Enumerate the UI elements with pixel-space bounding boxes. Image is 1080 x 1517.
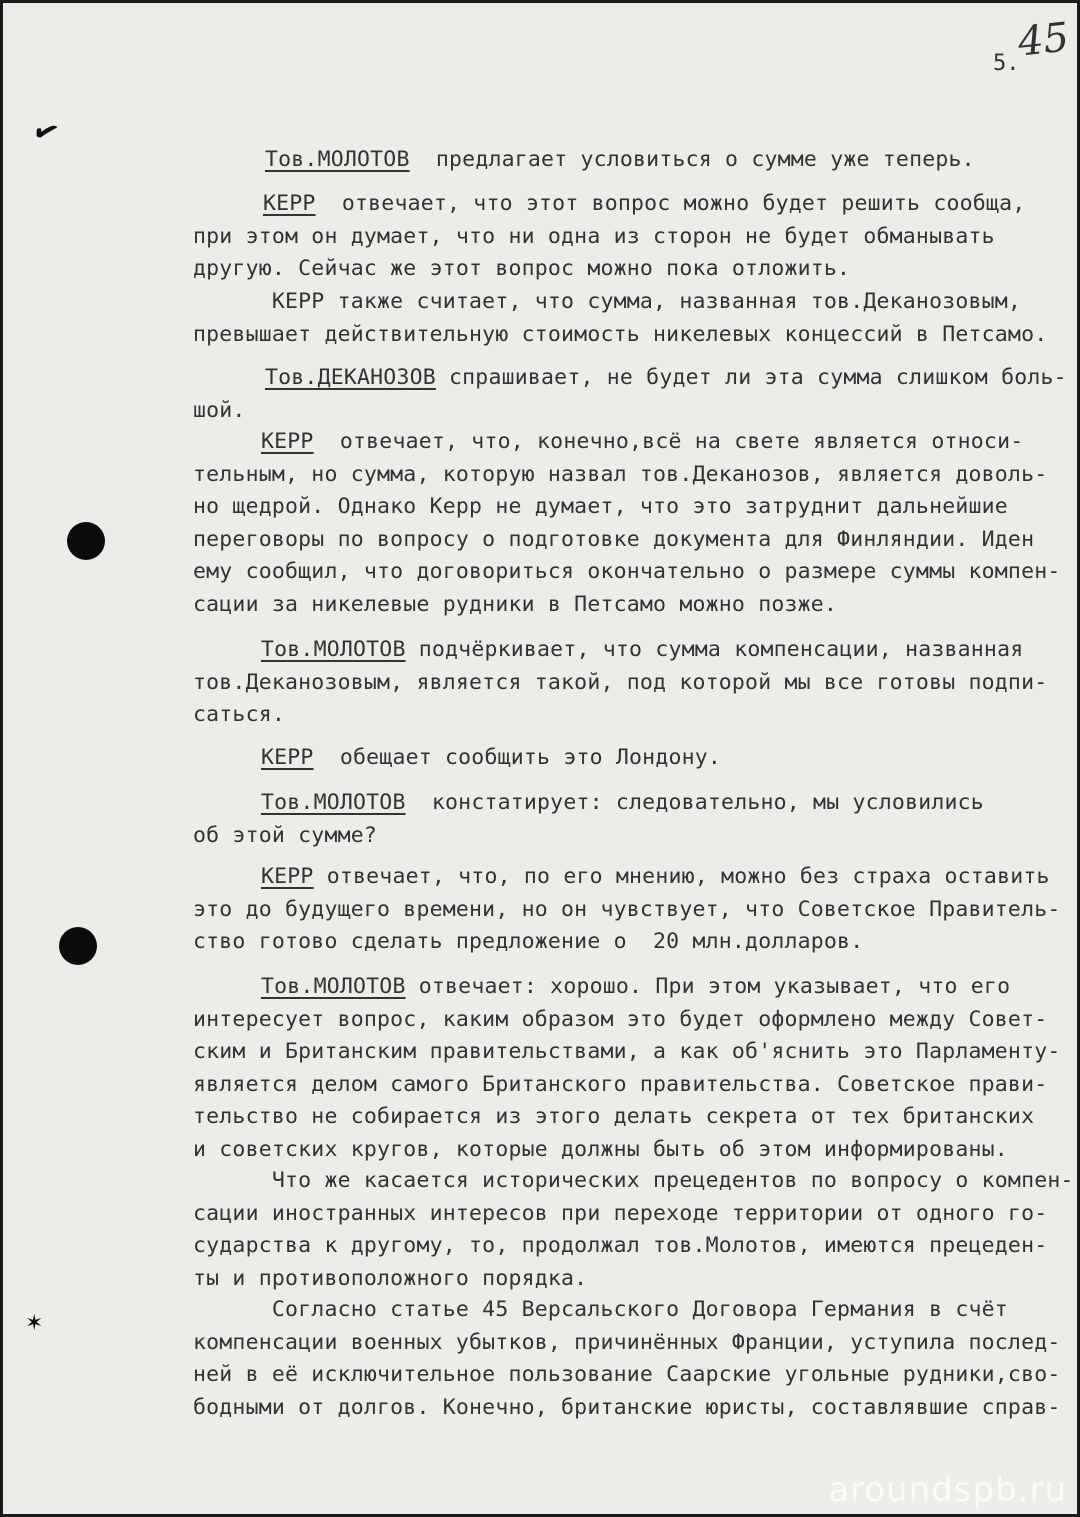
line-text: это до будущего времени, но он чувствует, что Советское Правитель- xyxy=(193,896,1061,922)
text-line xyxy=(193,1294,1008,1327)
text-line xyxy=(193,589,837,622)
line-text: компенсации военных убытков, причинённых Франции, уступила послед- xyxy=(193,1329,1061,1355)
line-text: тов.Деканозовым, является такой, под которой мы все готовы подпи- xyxy=(193,669,1048,695)
punch-hole-lower xyxy=(59,927,97,965)
line-text: отвечает: хорошо. При этом указывает, что его xyxy=(405,974,1011,999)
punch-hole-upper xyxy=(67,522,105,560)
speaker-name: Тов.МОЛОТОВ xyxy=(265,147,410,172)
line-text: подчёркивает, что сумма компенсации, названная xyxy=(405,637,1024,662)
text-line xyxy=(193,1263,587,1296)
speaker-name: Тов.МОЛОТОВ xyxy=(261,637,406,662)
line-text: при этом он думает, что ни одна из сторон не будет обманывать xyxy=(193,223,995,249)
line-text: саться. xyxy=(193,702,286,728)
line-text: другую. Сейчас же этот вопрос можно пока отложить. xyxy=(193,256,851,282)
text-line xyxy=(193,1359,1061,1392)
text-line xyxy=(193,1101,1034,1134)
speaker-name: Тов.МОЛОТОВ xyxy=(261,790,406,815)
margin-check-mark: ✔ xyxy=(27,111,64,154)
line-text: ты и противоположного порядка. xyxy=(193,1265,588,1291)
line-text: является делом самого Британского правительства. Советское прави- xyxy=(193,1071,1048,1097)
line-text: Согласно статье 45 Версальского Договора Германия в счёт xyxy=(193,1297,1008,1322)
line-text: об этой сумме? xyxy=(193,822,378,848)
text-line xyxy=(193,1069,1047,1102)
text-line xyxy=(193,1134,1008,1167)
text-line xyxy=(193,286,1021,319)
text-line xyxy=(193,926,863,959)
text-line xyxy=(193,395,246,428)
line-text: отвечает, что этот вопрос можно будет решить сообща, xyxy=(315,191,1026,216)
text-line xyxy=(261,634,1023,667)
text-line xyxy=(193,556,1061,589)
speaker-name: Тов.ДЕКАНОЗОВ xyxy=(265,365,436,390)
line-text: отвечает, что, конечно,всё на свете является относи- xyxy=(313,429,1024,454)
text-line xyxy=(193,1165,1074,1198)
document-page xyxy=(3,3,1077,1514)
line-text: спрашивает, не будет ли эта сумма слишком боль- xyxy=(435,365,1067,390)
line-text: обещает сообщить это Лондону. xyxy=(313,745,722,770)
text-line xyxy=(193,667,1047,700)
line-text: предлагает условиться о сумме уже теперь. xyxy=(409,147,975,172)
line-text: сударства к другому, то, продолжал тов.Молотов, имеются прецеден- xyxy=(193,1233,1048,1259)
text-line xyxy=(193,524,1034,557)
text-line xyxy=(193,1392,1061,1425)
text-line xyxy=(193,894,1061,927)
text-line xyxy=(193,319,1047,352)
text-line xyxy=(193,253,850,286)
line-text: отвечает, что, по его мнению, можно без страха оставить xyxy=(313,864,1050,889)
text-line xyxy=(263,188,1025,221)
watermark: aroundspb.ru xyxy=(828,1470,1067,1510)
text-line xyxy=(193,820,377,853)
speaker-name: КЕРР xyxy=(261,429,314,454)
text-line xyxy=(261,742,721,775)
text-line xyxy=(193,1004,1047,1037)
line-text: ней в её исключительное пользование Саарские угольные рудники,сво- xyxy=(193,1362,1061,1388)
line-text: констатирует: следовательно, мы условились xyxy=(405,790,984,815)
line-text: КЕРР также считает, что сумма, названная тов.Деканозовым, xyxy=(193,289,1022,314)
margin-ink-blot: ✶ xyxy=(25,1311,44,1336)
line-text: тельным, но сумма, которую назвал тов.Деканозов, является доволь- xyxy=(193,461,1048,487)
speaker-name: Тов.МОЛОТОВ xyxy=(261,974,406,999)
line-text: сации за никелевые рудники в Петсамо можно позже. xyxy=(193,592,838,617)
line-text: переговоры по вопросу о подготовке документа для Финляндии. Иден xyxy=(193,526,1035,552)
line-text: но щедрой. Однако Керр не думает, что это затруднит дальнейшие xyxy=(193,494,1008,520)
line-text: ему сообщил, что договориться окончательно о размере суммы компен- xyxy=(193,559,1061,585)
text-line xyxy=(193,699,285,732)
text-line xyxy=(193,1327,1061,1360)
text-line xyxy=(261,426,1023,459)
text-line xyxy=(265,144,975,177)
line-text: превышает действительную стоимость никелевых концессий в Петсамо. xyxy=(193,321,1048,347)
text-line xyxy=(193,491,1008,524)
text-line xyxy=(193,1036,1061,1069)
line-text: сации иностранных интересов при переходе территории от одного го- xyxy=(193,1200,1048,1226)
text-line xyxy=(193,1230,1047,1263)
text-line xyxy=(261,861,1050,894)
line-text: и советских кругов, которые должны быть об этом информированы. xyxy=(193,1137,1008,1162)
line-text: бодными от долгов. Конечно, британские юристы, составлявшие справ- xyxy=(193,1394,1061,1420)
line-text: шой. xyxy=(193,397,246,423)
text-line xyxy=(261,787,984,820)
text-line xyxy=(193,1198,1047,1231)
text-line xyxy=(261,971,1010,1004)
line-text: ство готово сделать предложение о 20 млн.долларов. xyxy=(193,929,864,955)
line-text: интересует вопрос, каким образом это будет оформлено между Совет- xyxy=(193,1006,1048,1032)
line-text: ским и Британским правительствами, а как об'яснить это Парламенту- xyxy=(193,1039,1061,1065)
speaker-name: КЕРР xyxy=(261,745,314,770)
text-line xyxy=(193,459,1047,492)
text-line xyxy=(193,221,995,254)
page-number: 5. xyxy=(993,51,1020,76)
line-text: тельство не собирается из этого делать секрета от тех британских xyxy=(193,1104,1035,1130)
speaker-name: КЕРР xyxy=(261,864,314,889)
text-line xyxy=(265,362,1067,395)
speaker-name: КЕРР xyxy=(263,191,316,216)
line-text: Что же касается исторических прецедентов по вопросу о компен- xyxy=(193,1168,1074,1193)
handwritten-page-number: 45 xyxy=(1015,14,1072,66)
